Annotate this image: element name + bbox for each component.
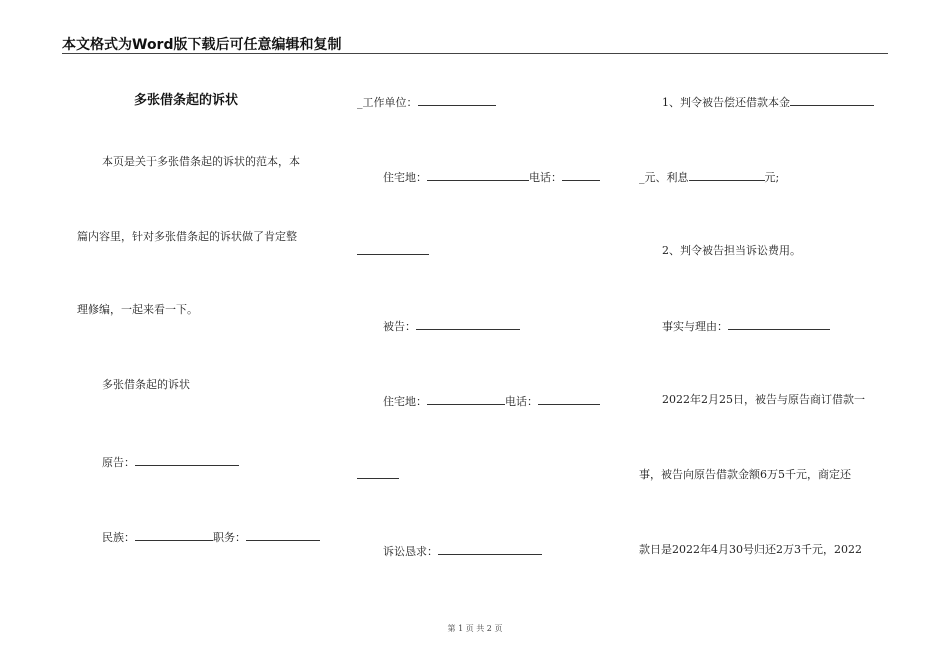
claims-label: 诉讼恳求：	[383, 545, 438, 558]
defendant-label: 被告：	[383, 320, 416, 333]
phone1-blank[interactable]	[562, 169, 600, 181]
phone2-blank[interactable]	[538, 393, 600, 405]
claim-1-suffix: 元;	[764, 171, 780, 184]
address1-label: 住宅地：	[383, 171, 427, 184]
workplace-blank[interactable]	[418, 94, 496, 106]
ethnicity-row	[102, 529, 320, 545]
phone1-label: 电话：	[529, 171, 562, 184]
facts-blank[interactable]	[728, 318, 830, 330]
claims-blank[interactable]	[438, 543, 542, 555]
interest-blank[interactable]	[689, 169, 765, 181]
header-divider	[62, 53, 888, 54]
facts-paragraph-line-2: 事，被告向原告借款金额6万5千元，商定还	[639, 468, 851, 481]
claim-1-row	[662, 94, 874, 110]
address1-blank[interactable]	[427, 169, 529, 181]
address2-row	[383, 393, 600, 409]
defendant-blank[interactable]	[416, 318, 520, 330]
phone2-label: 电话：	[505, 395, 538, 408]
address1-row	[383, 169, 600, 185]
document-header: 本文格式为Word版下载后可任意编辑和复制	[62, 37, 342, 53]
intro-line-2: 篇内容里，针对多张借条起的诉状做了肯定整	[77, 230, 297, 243]
continuation-blank-1[interactable]	[357, 254, 429, 255]
plaintiff-blank[interactable]	[135, 454, 239, 466]
position-blank[interactable]	[246, 529, 320, 541]
workplace-row	[357, 94, 496, 110]
claim-1-continued-row	[639, 169, 779, 185]
plaintiff-label: 原告：	[102, 456, 135, 469]
address2-label: 住宅地：	[383, 395, 427, 408]
position-label: 职务：	[213, 531, 246, 544]
claims-row	[383, 543, 542, 559]
continuation-blank-2[interactable]	[357, 478, 399, 479]
facts-paragraph-line-3: 款日是2022年4月30号归还2万3千元，2022	[639, 543, 862, 556]
plaintiff-row	[102, 454, 239, 470]
page-number: 第 1 页 共 2 页	[447, 624, 503, 633]
principal-blank[interactable]	[790, 94, 874, 106]
facts-label: 事实与理由：	[662, 320, 728, 333]
facts-row	[662, 318, 830, 334]
subtitle: 多张借条起的诉状	[102, 378, 190, 391]
ethnicity-blank[interactable]	[135, 529, 213, 541]
address2-blank[interactable]	[427, 393, 505, 405]
ethnicity-label: 民族：	[102, 531, 135, 544]
intro-line-1: 本页是关于多张借条起的诉状的范本，本	[102, 155, 300, 168]
defendant-row	[383, 318, 520, 334]
claim-1-text: 1、判令被告偿还借款本金	[662, 96, 790, 109]
facts-paragraph-line-1: 2022年2月25日，被告与原告商订借款一	[662, 393, 865, 406]
claim-1-interest-label: _元、利息	[639, 171, 689, 184]
intro-line-3: 理修编，一起来看一下。	[77, 303, 198, 316]
document-title: 多张借条起的诉状	[134, 93, 239, 108]
workplace-label: _工作单位：	[357, 96, 418, 109]
claim-2-text: 2、判令被告担当诉讼费用。	[662, 244, 801, 257]
